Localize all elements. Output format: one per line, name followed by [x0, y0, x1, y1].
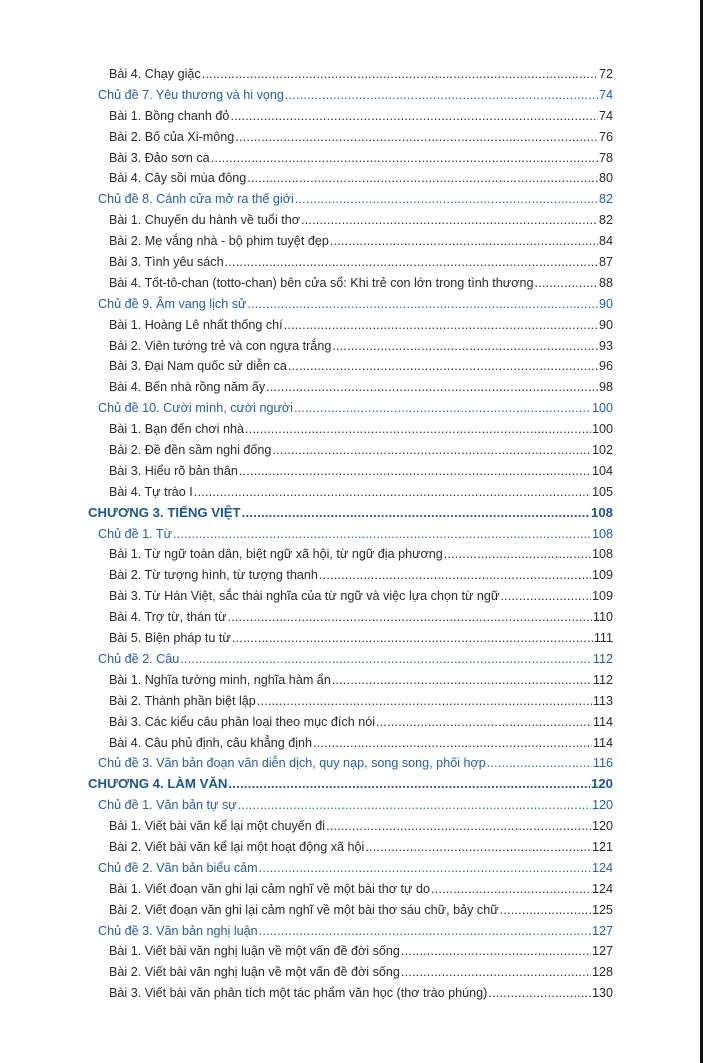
toc-entry-title: Chủ đề 1. Văn bản tự sự: [98, 798, 237, 813]
dot-leader: [232, 628, 593, 649]
toc-entry-title: Bài 3. Đảo sơn ca: [109, 150, 210, 165]
dot-leader: [301, 210, 598, 231]
toc-entry-title: Bài 2. Thành phần biệt lập: [109, 693, 256, 708]
dot-leader: [319, 565, 591, 586]
toc-entry-page-number: 105: [591, 484, 613, 499]
toc-entry-page-number: 109: [591, 568, 613, 583]
toc-entry-title: Bài 2. Viết bài văn nghị luận về một vấn đề đời sống: [109, 965, 400, 980]
toc-lesson-entry[interactable]: [86, 127, 613, 148]
toc-lesson-entry[interactable]: [86, 691, 613, 712]
toc-chapter-entry[interactable]: [86, 503, 613, 524]
toc-entry-page-number: 104: [591, 463, 613, 478]
toc-lesson-entry[interactable]: [86, 273, 613, 294]
toc-topic-entry[interactable]: [86, 524, 613, 545]
toc-entry-title: Bài 4. Tốt-tô-chan (totto-chan) bên cửa sổ: Khi trẻ con lớn trong tình thương: [109, 275, 534, 290]
dot-leader: [488, 983, 591, 1004]
toc-entry-page-number: 90: [598, 317, 613, 332]
toc-entry-page-number: 120: [590, 776, 613, 792]
dot-leader: [245, 419, 591, 440]
dot-leader: [500, 586, 591, 607]
toc-topic-entry[interactable]: [86, 753, 613, 774]
dot-leader: [288, 356, 598, 377]
dot-leader: [272, 440, 591, 461]
toc-entry-page-number: 72: [598, 67, 613, 81]
toc-entry-page-number: 130: [591, 986, 613, 1001]
toc-chapter-entry[interactable]: [86, 774, 613, 795]
toc-entry-title: CHƯƠNG 4. LÀM VĂN: [88, 776, 228, 792]
toc-topic-entry[interactable]: [86, 921, 613, 942]
toc-entry-title: Chủ đề 1. Từ: [98, 526, 173, 541]
toc-entry-page-number: 109: [591, 589, 613, 604]
toc-lesson-entry[interactable]: [86, 544, 613, 565]
toc-entry-page-number: 76: [598, 129, 613, 144]
dot-leader: [294, 398, 591, 419]
toc-entry-title: Bài 3. Hiểu rõ bản thân: [109, 463, 238, 478]
toc-entry-title: Bài 2. Viết bài văn kể lại một hoạt động xã hội: [109, 839, 365, 854]
dot-leader: [401, 962, 591, 983]
dot-leader: [401, 941, 591, 962]
toc-entry-title: Bài 2. Từ tượng hình, từ tượng thanh: [109, 568, 318, 583]
dot-leader: [194, 482, 591, 503]
toc-entry-title: Bài 4. Bến nhà rồng năm ấy: [109, 380, 266, 395]
toc-entry-title: Bài 1. Viết bài văn kể lại một chuyến đi: [109, 819, 326, 834]
toc-entry-title: Chủ đề 3. Văn bản nghị luận: [98, 923, 258, 938]
toc-topic-entry[interactable]: [86, 294, 613, 315]
toc-entry-title: Bài 3. Các kiểu câu phân loại theo mục đích nói: [109, 714, 376, 729]
dot-leader: [242, 503, 590, 524]
toc-entry-title: Chủ đề 7. Yêu thương và hi vọng: [98, 87, 284, 102]
toc-lesson-entry[interactable]: [86, 837, 613, 858]
dot-leader: [180, 649, 592, 670]
toc-entry-page-number: 127: [591, 944, 613, 959]
toc-topic-entry[interactable]: [86, 795, 613, 816]
dot-leader: [257, 691, 592, 712]
toc-lesson-entry[interactable]: [86, 356, 613, 377]
dot-leader: [228, 774, 590, 795]
toc-entry-page-number: 100: [591, 401, 613, 416]
toc-entry-title: Bài 3. Tình yêu sách: [109, 255, 224, 270]
toc-entry-title: Bài 1. Nghĩa tường minh, nghĩa hàm ẩn: [109, 672, 331, 687]
toc-entry-page-number: 116: [592, 756, 613, 771]
toc-lesson-entry[interactable]: [86, 440, 613, 461]
toc-topic-entry[interactable]: [86, 649, 613, 670]
toc-lesson-entry[interactable]: [86, 628, 613, 649]
dot-leader: [230, 106, 598, 127]
toc-lesson-entry[interactable]: [86, 733, 613, 754]
dot-leader: [365, 837, 591, 858]
page-edge-rule: [700, 0, 703, 1063]
toc-entry-title: Bài 4. Cây sồi mùa đông: [109, 171, 247, 186]
dot-leader: [247, 168, 598, 189]
toc-entry-title: Chủ đề 2. Văn bản biểu cảm: [98, 860, 258, 875]
dot-leader: [239, 461, 591, 482]
toc-entry-page-number: 74: [598, 87, 613, 102]
dot-leader: [295, 189, 598, 210]
toc-entry-title: CHƯƠNG 3. TIẾNG VIỆT: [88, 504, 241, 520]
toc-entry-title: Bài 4. Chạy giặc: [109, 67, 201, 81]
dot-leader: [225, 252, 598, 273]
toc-entry-title: Bài 5. Biện pháp tu từ: [109, 631, 231, 646]
toc-entry-title: Bài 2. Viên tướng trẻ và con ngựa trắng: [109, 338, 332, 353]
dot-leader: [534, 273, 598, 294]
toc-lesson-entry[interactable]: [86, 816, 613, 837]
toc-entry-page-number: 128: [591, 965, 613, 980]
toc-entry-page-number: 108: [590, 504, 613, 520]
dot-leader: [313, 733, 592, 754]
dot-leader: [500, 900, 591, 921]
toc-entry-page-number: 96: [598, 359, 613, 374]
toc-lesson-entry[interactable]: [86, 252, 613, 273]
toc-lesson-entry[interactable]: [86, 461, 613, 482]
toc-entry-page-number: 80: [598, 171, 613, 186]
toc-entry-title: Chủ đề 2. Câu: [98, 651, 180, 666]
toc-entry-page-number: 102: [591, 443, 613, 458]
toc-entry-page-number: 114: [592, 735, 613, 750]
toc-lesson-entry[interactable]: [86, 670, 613, 691]
dot-leader: [211, 148, 598, 169]
toc-topic-entry[interactable]: [86, 85, 613, 106]
dot-leader: [259, 921, 591, 942]
toc-lesson-entry[interactable]: [86, 607, 613, 628]
dot-leader: [228, 607, 592, 628]
toc-entry-page-number: 78: [598, 150, 613, 165]
toc-entry-page-number: 124: [591, 860, 613, 875]
toc-lesson-entry[interactable]: [86, 900, 613, 921]
dot-leader: [332, 670, 592, 691]
toc-entry-page-number: 84: [598, 234, 613, 249]
dot-leader: [235, 127, 598, 148]
dot-leader: [376, 712, 592, 733]
dot-leader: [266, 377, 598, 398]
toc-entry-page-number: 120: [591, 819, 613, 834]
toc-entry-title: Bài 4. Câu phủ định, câu khẳng định: [109, 735, 313, 750]
toc-topic-entry[interactable]: [86, 858, 613, 879]
toc-entry-title: Bài 2. Mẹ vắng nhà - bộ phim tuyệt đẹp: [109, 234, 329, 249]
toc-entry-page-number: 121: [591, 839, 613, 854]
toc-topic-entry[interactable]: [86, 398, 613, 419]
toc-lesson-entry[interactable]: [86, 482, 613, 503]
dot-leader: [487, 753, 592, 774]
toc-entry-title: Chủ đề 8. Cánh cửa mở ra thế giới: [98, 192, 294, 207]
toc-entry-title: Bài 1. Hoàng Lê nhất thống chí: [109, 317, 283, 332]
toc-entry-page-number: 111: [593, 631, 613, 646]
toc-entry-title: Bài 2. Bố của Xi-mông: [109, 129, 235, 144]
toc-entry-title: Chủ đề 9. Âm vang lịch sử: [98, 296, 247, 311]
toc-lesson-entry[interactable]: [86, 419, 613, 440]
dot-leader: [284, 315, 598, 336]
toc-entry-title: Bài 1. Từ ngữ toàn dân, biệt ngữ xã hội, từ ngữ địa phương: [109, 547, 443, 562]
toc-entry-page-number: 113: [592, 693, 613, 708]
toc-lesson-entry[interactable]: [86, 962, 613, 983]
toc-lesson-entry[interactable]: [86, 210, 613, 231]
toc-entry-title: Bài 1. Chuyến du hành về tuổi thơ: [109, 213, 300, 228]
toc-entry-page-number: 82: [598, 192, 613, 207]
toc-lesson-entry[interactable]: [86, 377, 613, 398]
toc-entry-page-number: 108: [591, 547, 613, 562]
toc-entry-title: Bài 3. Đại Nam quốc sử diễn ca: [109, 359, 287, 374]
toc-lesson-entry[interactable]: [86, 983, 613, 1004]
toc-entry-page-number: 108: [591, 526, 613, 541]
toc-entry-title: Bài 2. Đề đền sầm nghi đống: [109, 443, 272, 458]
toc-topic-entry[interactable]: [86, 189, 613, 210]
toc-lesson-entry[interactable]: [86, 231, 613, 252]
table-of-contents: [86, 64, 613, 1004]
toc-entry-page-number: 125: [591, 902, 613, 917]
toc-lesson-entry[interactable]: [86, 879, 613, 900]
toc-entry-page-number: 93: [598, 338, 613, 353]
toc-entry-page-number: 87: [598, 255, 613, 270]
toc-entry-title: Bài 3. Từ Hán Việt, sắc thái nghĩa của từ ngữ và việc lựa chọn từ ngữ: [109, 589, 500, 604]
toc-lesson-entry[interactable]: [86, 941, 613, 962]
dot-leader: [444, 544, 591, 565]
toc-lesson-entry[interactable]: [86, 336, 613, 357]
toc-entry-title: Bài 4. Tự trào I: [109, 484, 193, 499]
dot-leader: [326, 816, 591, 837]
dot-leader: [238, 795, 591, 816]
toc-entry-title: Bài 4. Trợ từ, thán từ: [109, 610, 227, 625]
toc-entry-page-number: 82: [598, 213, 613, 228]
toc-entry-page-number: 74: [598, 108, 613, 123]
toc-entry-page-number: 88: [598, 275, 613, 290]
dot-leader: [247, 294, 598, 315]
toc-lesson-entry[interactable]: [86, 315, 613, 336]
toc-entry-title: Bài 1. Viết bài văn nghị luận về một vấn đề đời sống: [109, 944, 400, 959]
toc-entry-title: Bài 1. Bạn đến chơi nhà: [109, 422, 244, 437]
toc-entry-title: Chủ đề 10. Cười mình, cười người: [98, 401, 293, 416]
toc-lesson-entry[interactable]: [86, 586, 613, 607]
toc-entry-title: Bài 3. Viết bài văn phân tích một tác phẩm văn học (thơ trào phúng): [109, 986, 488, 1001]
toc-lesson-entry[interactable]: [86, 565, 613, 586]
toc-entry-page-number: 98: [598, 380, 613, 395]
toc-entry-page-number: 110: [592, 610, 613, 625]
toc-lesson-entry[interactable]: [86, 148, 613, 169]
toc-entry-page-number: 127: [591, 923, 613, 938]
dot-leader: [330, 231, 598, 252]
toc-entry-page-number: 100: [591, 422, 613, 437]
toc-entry-page-number: 120: [591, 798, 613, 813]
toc-entry-title: Bài 1. Viết đoạn văn ghi lại cảm nghĩ về một bài thơ tự do: [109, 881, 430, 896]
dot-leader: [259, 858, 591, 879]
toc-entry-page-number: 112: [592, 672, 613, 687]
toc-entry-page-number: 90: [598, 296, 613, 311]
dot-leader: [202, 64, 598, 85]
dot-leader: [173, 524, 591, 545]
toc-entry-page-number: 114: [592, 714, 613, 729]
dot-leader: [431, 879, 591, 900]
dot-leader: [285, 85, 598, 106]
toc-lesson-entry[interactable]: [86, 712, 613, 733]
toc-entry-page-number: 112: [592, 651, 613, 666]
toc-entry-page-number: 124: [591, 881, 613, 896]
toc-lesson-entry[interactable]: [86, 106, 613, 127]
toc-entry-title: Bài 1. Bồng chanh đỏ: [109, 108, 230, 123]
toc-lesson-entry[interactable]: [86, 64, 613, 85]
toc-lesson-entry[interactable]: [86, 168, 613, 189]
toc-entry-title: Chủ đề 3. Văn bản đoạn văn diễn dịch, quy nạp, song song, phối hợp: [98, 756, 486, 771]
dot-leader: [332, 336, 598, 357]
toc-entry-title: Bài 2. Viết đoạn văn ghi lại cảm nghĩ về một bài thơ sáu chữ, bảy chữ: [109, 902, 499, 917]
